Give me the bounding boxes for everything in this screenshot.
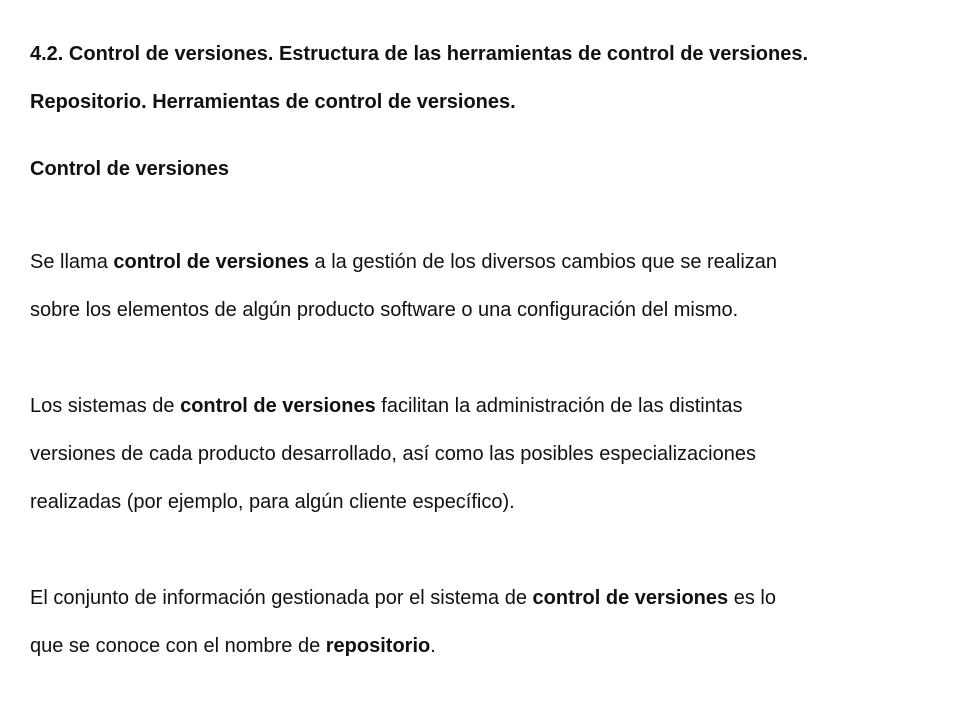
paragraph-systems: [30, 382, 930, 526]
bold-term: control de versiones: [113, 251, 309, 273]
page-title-line-2: Repositorio. Herramientas de control de versiones.: [30, 91, 516, 113]
page-title: [30, 30, 950, 126]
text-run: facilitan la administración de las distintas: [375, 395, 743, 417]
text-run: a la gestión de los diversos cambios que se realizan: [309, 251, 778, 273]
text-run: es lo: [728, 587, 776, 609]
text-run: que se conoce con el nombre de: [30, 635, 326, 657]
text-run: El conjunto de información gestionada por el sistema de: [30, 587, 533, 609]
bold-term: control de versiones: [532, 587, 729, 609]
paragraph-line: [30, 238, 930, 286]
text-run: .: [430, 635, 436, 657]
paragraph-line: versiones de cada producto desarrollado, así como las posibles especializaciones: [30, 443, 756, 465]
page-title-line-1: 4.2. Control de versiones. Estructura de las herramientas de control de versiones.: [30, 43, 809, 65]
text-run: Los sistemas de: [30, 395, 181, 417]
text-run: Se llama: [30, 251, 114, 273]
paragraph-line: [30, 382, 930, 430]
paragraph-line: [30, 622, 930, 670]
paragraph-line: [30, 574, 930, 622]
paragraph-line: sobre los elementos de algún producto software o una configuración del mismo.: [30, 299, 739, 321]
paragraph-line: realizadas (por ejemplo, para algún cliente específico).: [30, 491, 515, 513]
section-title: Control de versiones: [30, 158, 229, 180]
paragraph-definition: [30, 238, 930, 334]
paragraph-repository: [30, 574, 930, 670]
bold-term: repositorio: [325, 635, 431, 657]
bold-term: control de versiones: [180, 395, 376, 417]
